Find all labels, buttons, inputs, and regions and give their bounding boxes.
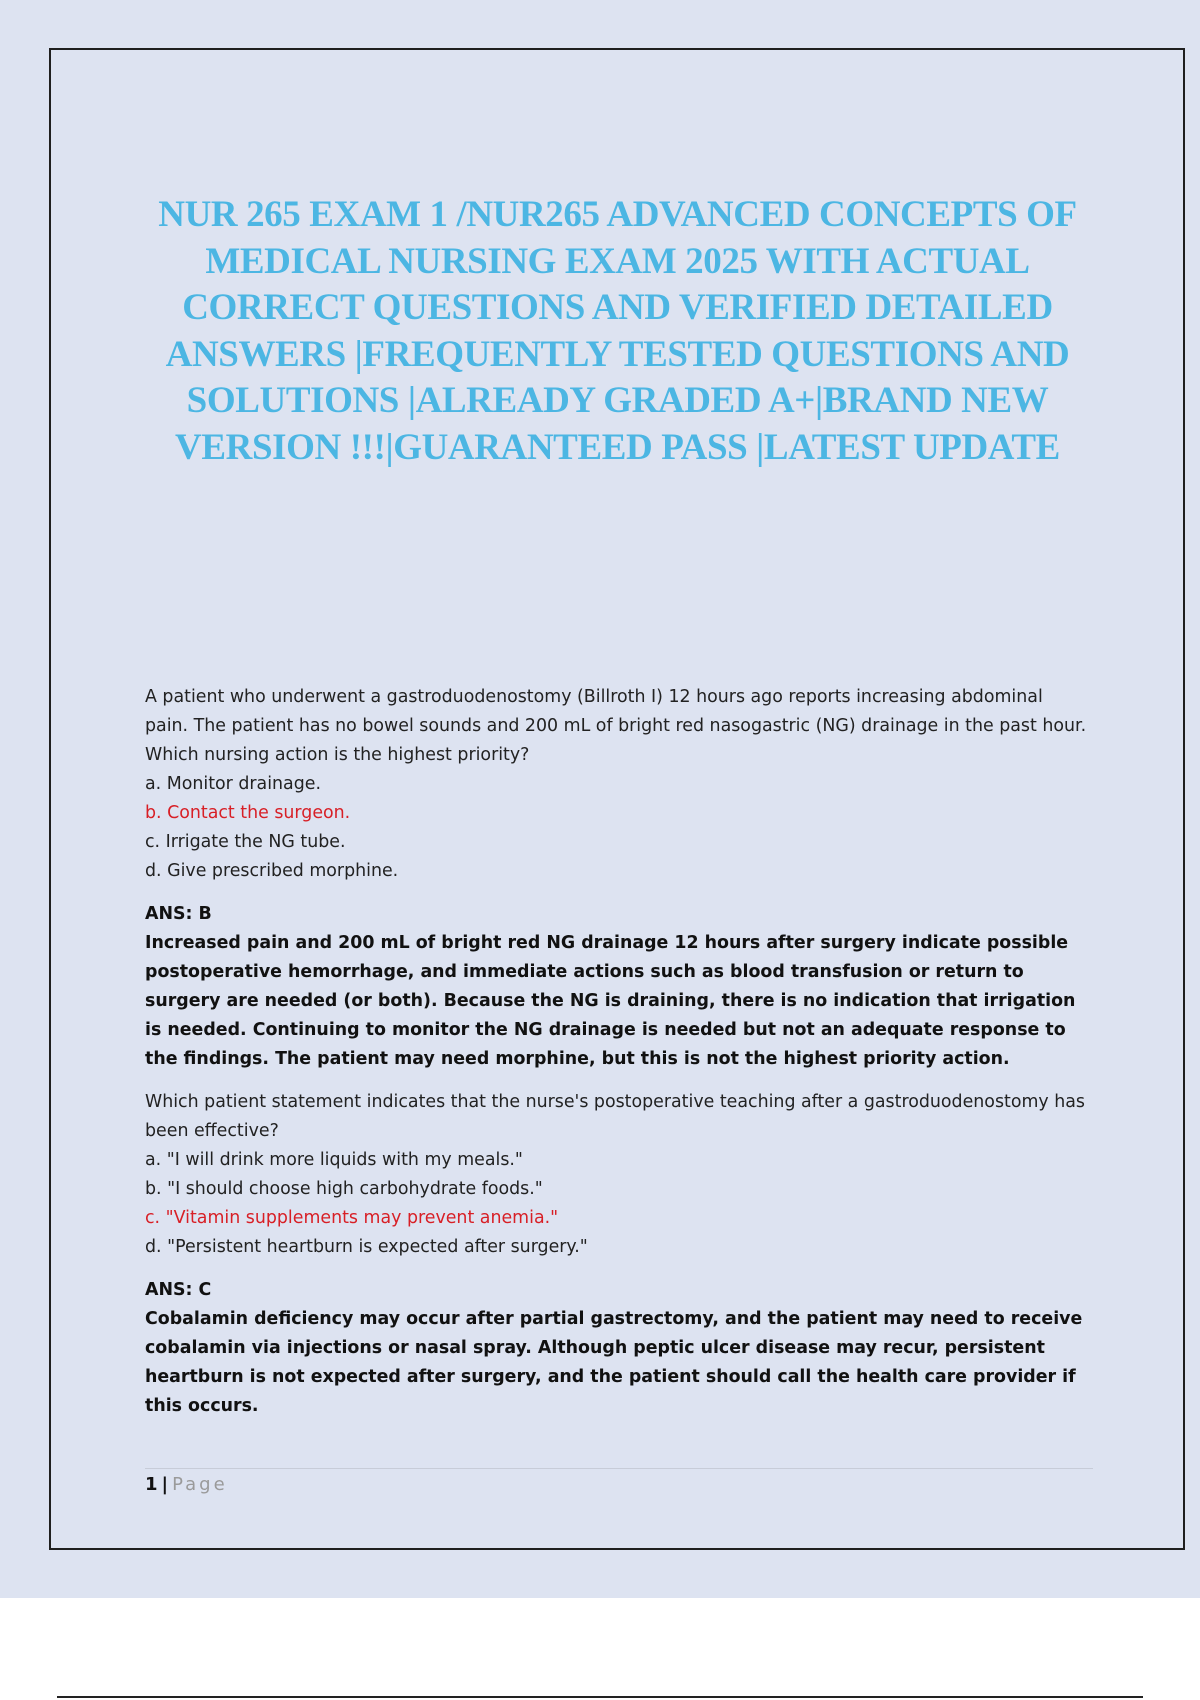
option-b: b. "I should choose high carbohydrate foods." <box>145 1179 543 1199</box>
question-block-2 <box>145 1088 1090 1421</box>
option-c: c. Irrigate the NG tube. <box>145 832 346 852</box>
page-label: Page <box>172 1474 228 1495</box>
answer-explanation: Cobalamin deficiency may occur after partial gastrectomy, and the patient may need to receive cobalamin via injections or nasal spray. Although peptic ulcer disease may recur, persistent heartburn is not expected after surgery, and the patient should call the health care provider if this occurs. <box>145 1309 1083 1416</box>
page-number: 1 <box>145 1474 158 1495</box>
footer-separator: | <box>161 1474 169 1495</box>
answer-key: ANS: C <box>145 1280 212 1300</box>
option-a: a. Monitor drainage. <box>145 774 321 794</box>
page-footer <box>145 1474 228 1495</box>
question-text: A patient who underwent a gastroduodenostomy (Billroth I) 12 hours ago reports increasing abdominal pain. The patient has no bowel sounds and 200 mL of bright red nasogastric (NG) drainage in the past hour. Which nursing action is the highest priority? <box>145 687 1087 765</box>
option-a: a. "I will drink more liquids with my meals." <box>145 1150 523 1170</box>
answer-key: ANS: B <box>145 904 212 924</box>
option-b-correct: b. Contact the surgeon. <box>145 803 351 823</box>
answer-explanation: Increased pain and 200 mL of bright red NG drainage 12 hours after surgery indicate possible postoperative hemorrhage, and immediate actions such as blood transfusion or return to surgery are needed (or both). Because the NG is draining, there is no indication that irrigation is needed. Continuing to monitor the NG drainage is needed but not an adequate response to the findings. The patient may need morphine, but this is not the highest priority action. <box>145 933 1076 1069</box>
option-c-correct: c. "Vitamin supplements may prevent anemia." <box>145 1208 559 1228</box>
option-d: d. "Persistent heartburn is expected after surgery." <box>145 1237 588 1257</box>
question-content <box>145 683 1090 1421</box>
question-text: Which patient statement indicates that the nurse's postoperative teaching after a gastroduodenostomy has been effective? <box>145 1092 1085 1141</box>
next-page-edge <box>57 1696 1143 1698</box>
document-title: NUR 265 EXAM 1 /NUR265 ADVANCED CONCEPTS OF MEDICAL NURSING EXAM 2025 WITH ACTUAL CORRECT QUESTIONS AND VERIFIED DETAILED ANSWERS |FREQUENTLY TESTED QUESTIONS AND SOLUTIONS |ALREADY GRADED A+|BRAND NEW VERSION !!!|GUARANTEED PASS |LATEST UPDATE <box>158 194 1077 468</box>
question-block-1 <box>145 683 1090 1074</box>
option-d: d. Give prescribed morphine. <box>145 861 399 881</box>
footer-divider <box>145 1468 1093 1469</box>
